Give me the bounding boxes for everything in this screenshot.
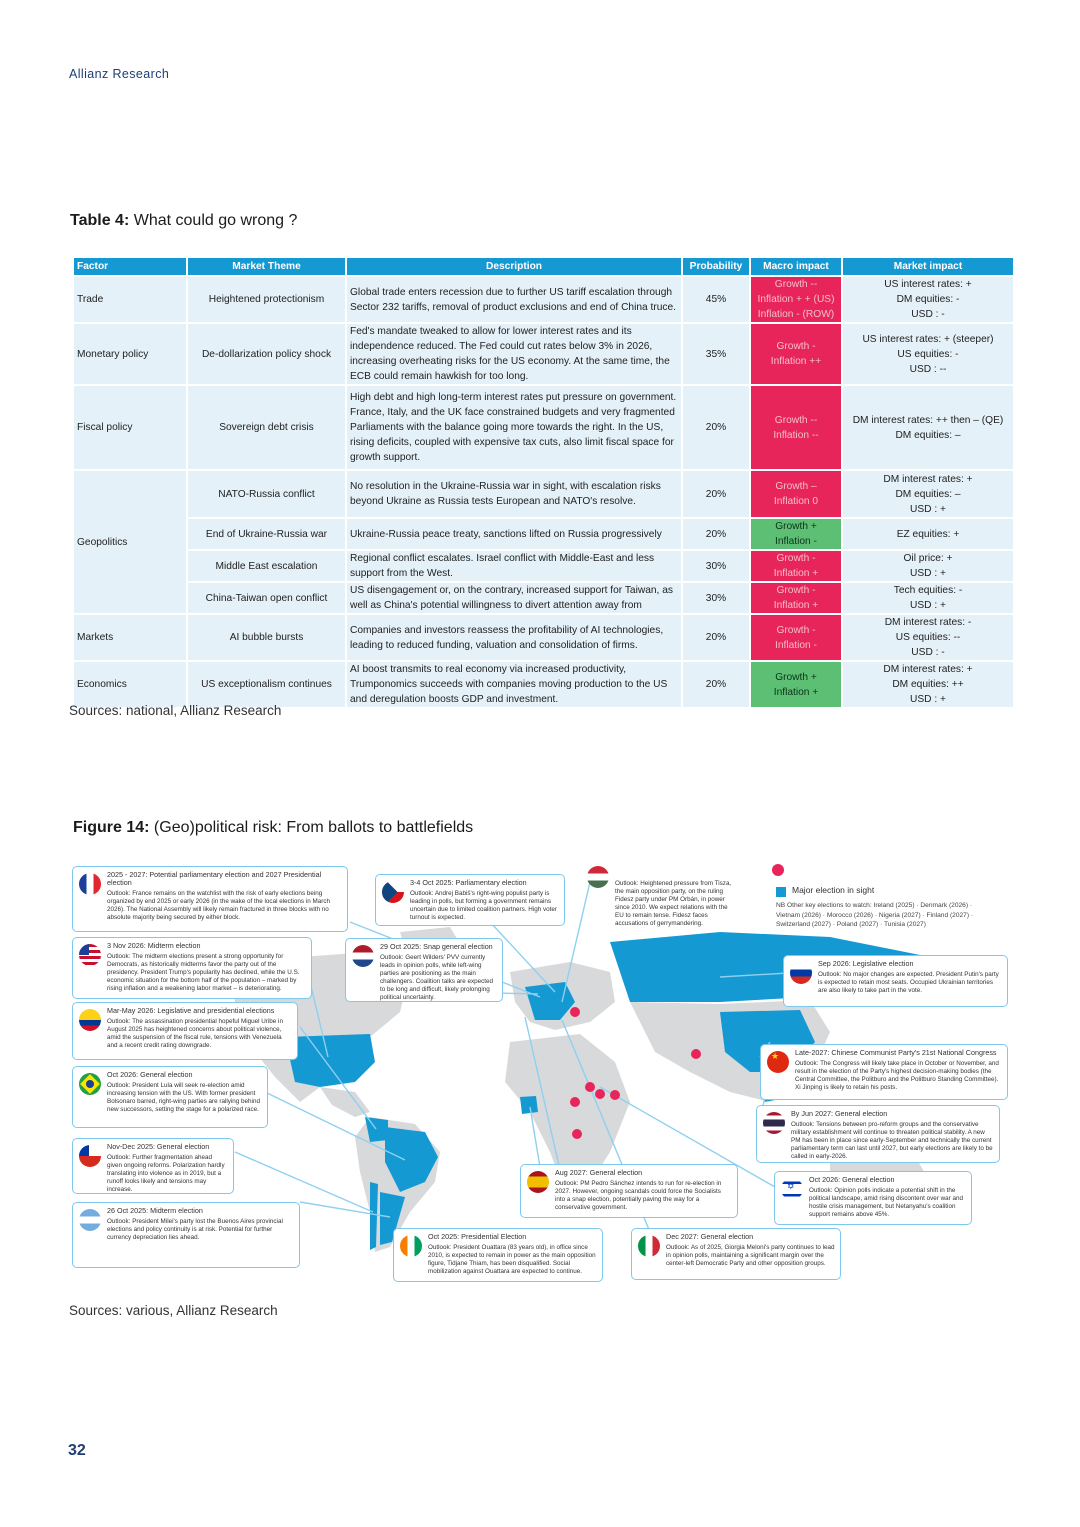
- description-cell: Ukraine-Russia peace treaty, sanctions lifted on Russia progressively: [347, 519, 681, 549]
- thailand-flag-icon: [763, 1112, 785, 1134]
- factor-cell: Markets: [74, 615, 186, 660]
- callout-title: Sep 2026: Legislative election: [818, 959, 914, 968]
- factor-cell: Trade: [74, 277, 186, 322]
- callout-title: Oct 2026: General election: [107, 1070, 193, 1079]
- market-impact-cell: DM interest rates: - US equities: -- USD : -: [843, 615, 1013, 660]
- figure-heading-label: Figure 14:: [73, 819, 150, 836]
- macro-impact-cell: Growth -- Inflation + + (US) Inflation - (ROW): [751, 277, 841, 322]
- callout-france: [72, 866, 348, 932]
- theme-cell: US exceptionalism continues: [188, 662, 345, 707]
- callout-israel: [774, 1171, 972, 1225]
- macro-impact-cell: Growth - Inflation ++: [751, 324, 841, 384]
- table-row: [74, 615, 1013, 660]
- callout-title: 29 Oct 2025: Snap general election: [380, 942, 493, 951]
- callout-title: Dec 2027: General election: [666, 1232, 754, 1241]
- market-impact-cell: DM interest rates: + DM equities: – USD : +: [843, 471, 1013, 517]
- callout-body: Outlook: The assassination presidential hopeful Miguel Uribe in August 2025 has heightened concerns about political violence, amid the suspension of the fiscal rule, tensions with Venezuela and a recent credit rating downgrade.: [107, 1018, 283, 1049]
- hungary-flag-icon: [587, 866, 609, 888]
- callout-title: Mar-May 2026: Legislative and presidential elections: [107, 1006, 275, 1015]
- conflict-icon: [691, 1049, 701, 1059]
- israel-flag-icon: [781, 1178, 803, 1200]
- macro-impact-cell: Growth -- Inflation --: [751, 386, 841, 469]
- china-flag-icon: [767, 1051, 789, 1073]
- probability-cell: 20%: [683, 471, 749, 517]
- probability-cell: 35%: [683, 324, 749, 384]
- description-cell: Companies and investors reassess the profitability of AI technologies, leading to reduced funding, valuation and consolidation of firms.: [347, 615, 681, 660]
- table-header-row: [74, 258, 1013, 275]
- legend-swatch: [776, 887, 786, 897]
- conflict-icon-legend: [772, 864, 784, 876]
- probability-cell: 30%: [683, 551, 749, 581]
- market-impact-cell: US interest rates: + DM equities: - USD : -: [843, 277, 1013, 322]
- callout-body: Outlook: President Milei's party lost the Buenos Aires provincial elections and policy continuity is at risk. Potential for further currency depreciation lies ahead.: [107, 1218, 283, 1241]
- callout-netherlands: [345, 938, 503, 1002]
- table-row: [74, 324, 1013, 384]
- czech-flag-icon: [382, 881, 404, 903]
- theme-cell: End of Ukraine-Russia war: [188, 519, 345, 549]
- callout-spain: [520, 1164, 738, 1218]
- callout-russia: [783, 955, 1008, 1007]
- probability-cell: 30%: [683, 583, 749, 613]
- colombia-flag-icon: [79, 1009, 101, 1031]
- callout-czech: [375, 874, 565, 926]
- theme-cell: NATO-Russia conflict: [188, 471, 345, 517]
- callout-body: Outlook: Further fragmentation ahead given ongoing reforms. Polarization hardly translating into violence as in 2019, but a runoff looks likely and tensions may increase.: [107, 1154, 225, 1193]
- callout-title: Late-2027: Chinese Communist Party's 21st National Congress: [795, 1048, 997, 1057]
- table-row: [74, 662, 1013, 707]
- factor-cell: Fiscal policy: [74, 386, 186, 469]
- callout-body: Outlook: Opinion polls indicate a potential shift in the political landscape, amid rising discontent over war and hostile crisis management, but Netanyahu's coalition support remains above 45%.: [809, 1187, 964, 1218]
- market-impact-cell: EZ equities: +: [843, 519, 1013, 549]
- description-cell: No resolution in the Ukraine-Russia war in sight, with escalation risks beyond Ukraine as Russia tests European and NATO's resolve.: [347, 471, 681, 517]
- legend-note: NB Other key elections to watch: Ireland (2025) · Denmark (2026) · Vietnam (2026) · Morocco (2026) · Nigeria (2027) · Finland (2027) · Switzerland (2027) · Poland (2027) · Tunisia (2027): [776, 902, 974, 928]
- central-america-shape: [320, 1087, 370, 1117]
- market-impact-cell: US interest rates: + (steeper) US equities: - USD : --: [843, 324, 1013, 384]
- factor-cell: Geopolitics: [74, 471, 186, 613]
- header-macro-impact: Macro impact: [751, 258, 841, 275]
- star-of-david-icon: ✡: [787, 1181, 795, 1191]
- macro-impact-cell: Growth - Inflation +: [751, 583, 841, 613]
- italy-flag-icon: [638, 1235, 660, 1257]
- callout-body: Outlook: PM Pedro Sánchez intends to run for re-election in 2027. However, ongoing scandals could force the Socialists into a snap election, potentially paving the way for a conservative government.: [555, 1180, 722, 1211]
- table-sources: Sources: national, Allianz Research: [69, 703, 282, 718]
- table-row: [74, 551, 1013, 581]
- description-text: US disengagement or, on the contrary, increased support for Taiwan, as well as China's potential willingness to divert attention away from: [350, 585, 673, 611]
- callout-body: Outlook: President Lula will seek re-election amid increasing tension with the US. With former president Bolsonaro barred, right-wing parties are rallying behind new successors, setting the stage for a polarized race.: [107, 1082, 260, 1113]
- russia-flag-icon: [790, 962, 812, 984]
- world-map-figure: [70, 862, 1010, 1282]
- macro-impact-cell: Growth + Inflation +: [751, 662, 841, 707]
- macro-impact-cell: Growth - Inflation -: [751, 615, 841, 660]
- table-row: [74, 519, 1013, 549]
- chile-flag-icon: [79, 1145, 101, 1167]
- description-cell: High debt and high long-term interest rates put pressure on government. France, Italy, and the UK face constrained budgets and very fragmented Parliaments with the balance going more towards the right. In the US, rising deficits, coupled with expensive tax cuts, also limit fiscal space for growth support.: [347, 386, 681, 469]
- callout-body: Outlook: As of 2025, Giorgia Meloni's party continues to lead in opinion polls, maintaining a significant margin over the center-left Democratic Party and other opposition groups.: [666, 1244, 835, 1267]
- table-row: [74, 471, 1013, 517]
- callout-title: Oct 2026: General election: [809, 1175, 895, 1184]
- table-row: [74, 386, 1013, 469]
- table-row: [74, 583, 1013, 613]
- callout-china: [760, 1044, 1008, 1100]
- header-factor: Factor: [74, 258, 186, 275]
- probability-cell: 20%: [683, 662, 749, 707]
- market-impact-cell: DM interest rates: + DM equities: ++ USD : +: [843, 662, 1013, 707]
- factor-cell: Economics: [74, 662, 186, 707]
- conflict-icon: [610, 1090, 620, 1100]
- theme-cell: Sovereign debt crisis: [188, 386, 345, 469]
- callout-ivory-coast: [393, 1228, 603, 1282]
- conflict-icon: [570, 1097, 580, 1107]
- france-flag-icon: [79, 873, 101, 895]
- description-cell: AI boost transmits to real economy via increased productivity, Trumponomics succeeds with companies moving production to the US and deregulation boosts GDP and investment.: [347, 662, 681, 707]
- brand-label: Allianz Research: [69, 67, 170, 81]
- header-description: Description: [347, 258, 681, 275]
- figure-heading-title: (Geo)political risk: From ballots to battlefields: [149, 819, 474, 836]
- callout-title: By Jun 2027: General election: [791, 1109, 888, 1118]
- netherlands-flag-icon: [352, 945, 374, 967]
- callout-body: Outlook: No major changes are expected. President Putin's party is expected to retain most seats. Occupied Ukrainian territories are also likely to take part in the vote.: [818, 971, 999, 994]
- probability-cell: 20%: [683, 386, 749, 469]
- description-cell: Global trade enters recession due to further US tariff escalation through Sector 232 tariffs, removal of product exclusions and end of China truce.: [347, 277, 681, 322]
- callout-title: Oct 2025: Presidential Election: [428, 1232, 527, 1241]
- callout-body: Outlook: President Ouattara (83 years old), in office since 2010, is expected to remain in power as the main opposition figure, Tidjane Thiam, has been disqualified. Social mobilization against Ouattara are expected to continue.: [428, 1244, 596, 1275]
- risk-table: [72, 256, 1015, 709]
- description-cell: Fed's mandate tweaked to allow for lower interest rates and its independence reduced. The Fed could cut rates below 3% in 2026, increasing overheating risks for the US economy. At the same time, the ECB could remain hawkish for too long.: [347, 324, 681, 384]
- callout-title: 3 Nov 2026: Midterm election: [107, 941, 201, 950]
- figure-heading: [73, 819, 473, 837]
- callout-brazil: [72, 1066, 268, 1128]
- star-icon: ★: [771, 1051, 780, 1061]
- callout-body: Outlook: Tensions between pro-reform groups and the conservative military establishment will continue to threaten political stability. A new PM has been in place since early-September and technically the current parliamentary term can last until 2027, but early elections are likely to be called in early-2026.: [791, 1121, 993, 1160]
- market-impact-cell: DM interest rates: ++ then – (QE) DM equities: –: [843, 386, 1013, 469]
- probability-cell: 20%: [683, 615, 749, 660]
- theme-cell: Middle East escalation: [188, 551, 345, 581]
- description-cell: [347, 583, 681, 613]
- table-heading-title: What could go wrong ?: [129, 212, 298, 229]
- figure-sources: Sources: various, Allianz Research: [69, 1303, 278, 1318]
- header-market-theme: Market Theme: [188, 258, 345, 275]
- table-heading: [70, 212, 297, 230]
- callout-title: 3-4 Oct 2025: Parliamentary election: [410, 878, 527, 887]
- table-row: [74, 277, 1013, 322]
- callout-body: Outlook: The Congress will likely take place in October or November, and result in the election of the Party's highest decision-making bodies (the Central Committee, the Politburo and the Politburo Standing Committee). Xi Jinping is likely to retain his posts.: [795, 1060, 999, 1091]
- theme-cell: Heightened protectionism: [188, 277, 345, 322]
- macro-impact-cell: Growth – Inflation 0: [751, 471, 841, 517]
- callout-title: Aug 2027: General election: [555, 1168, 643, 1177]
- callout-body: Outlook: Heightened pressure from Tisza, the main opposition party, on the ruling Fidesz party under PM Orbán, in power since 2010. We expect relations with the EU to remain tense. Fidesz faces accusations of gerrymandering.: [615, 880, 732, 927]
- probability-cell: 45%: [683, 277, 749, 322]
- factor-cell: Monetary policy: [74, 324, 186, 384]
- argentina-flag-icon: [79, 1209, 101, 1231]
- ivory-coast-flag-icon: [400, 1235, 422, 1257]
- legend-label: Major election in sight: [792, 885, 875, 895]
- callout-body: Outlook: France remains on the watchlist with the risk of early elections being organized by end 2025 or early 2026 (in the wake of the local elections in March 2026). The National Assembly will likely remain fractured in three blocks with no absolute majority being secured by either block.: [107, 890, 330, 921]
- conflict-icon: [595, 1089, 605, 1099]
- conflict-icon: [585, 1082, 595, 1092]
- table-heading-label: Table 4:: [70, 212, 130, 229]
- callout-title: 2025 - 2027: Potential parliamentary election and 2027 Presidential election: [107, 870, 322, 887]
- probability-cell: 20%: [683, 519, 749, 549]
- callout-body: Outlook: Andrej Babiš's right-wing populist party is leading in polls, but forming a government remains uncertain due to limited coalition partners. High voter turnout is expected.: [410, 890, 558, 921]
- callout-colombia: [72, 1002, 298, 1060]
- callout-argentina: [72, 1202, 300, 1268]
- brazil-flag-icon: [79, 1073, 101, 1095]
- header-probability: Probability: [683, 258, 749, 275]
- macro-impact-cell: Growth - Inflation +: [751, 551, 841, 581]
- theme-cell: China-Taiwan open conflict: [188, 583, 345, 613]
- market-impact-cell: Tech equities: - USD : +: [843, 583, 1013, 613]
- callout-body: Outlook: The midterm elections present a strong opportunity for Democrats, as historically midterms favor the party out of the presidency. President Trump's popularity has declined, while the U.S. economic situation for the bottom half of the population – marked by rising inflation and a weakening labor market – is deteriorating.: [107, 953, 300, 992]
- spain-flag-icon: [527, 1171, 549, 1193]
- theme-cell: AI bubble bursts: [188, 615, 345, 660]
- macro-impact-cell: Growth + Inflation -: [751, 519, 841, 549]
- usa-shape: [285, 1034, 375, 1087]
- ivory-coast-shape: [520, 1096, 538, 1114]
- description-cell: Regional conflict escalates. Israel conflict with Middle-East and less support from the West.: [347, 551, 681, 581]
- theme-cell: De-dollarization policy shock: [188, 324, 345, 384]
- header-market-impact: Market impact: [843, 258, 1013, 275]
- callout-thailand: [756, 1105, 1000, 1163]
- usa-flag-icon: [79, 944, 101, 966]
- callout-title: Nov-Dec 2025: General election: [107, 1142, 210, 1151]
- market-impact-cell: Oil price: + USD : +: [843, 551, 1013, 581]
- callout-chile: [72, 1138, 234, 1194]
- callout-usa: [72, 937, 312, 999]
- callout-hungary: [585, 864, 735, 927]
- callout-italy: [631, 1228, 841, 1280]
- conflict-icon: [570, 1007, 580, 1017]
- conflict-icon: [572, 1129, 582, 1139]
- callout-body: Outlook: Geert Wilders' PVV currently leads in opinion polls, while left-wing parties are positioning as the main challengers. Coalition talks are expected to be long and difficult, likely prolonging political uncertainty.: [380, 954, 494, 1001]
- callout-title: 26 Oct 2025: Midterm election: [107, 1206, 203, 1215]
- page-number: 32: [68, 1442, 86, 1459]
